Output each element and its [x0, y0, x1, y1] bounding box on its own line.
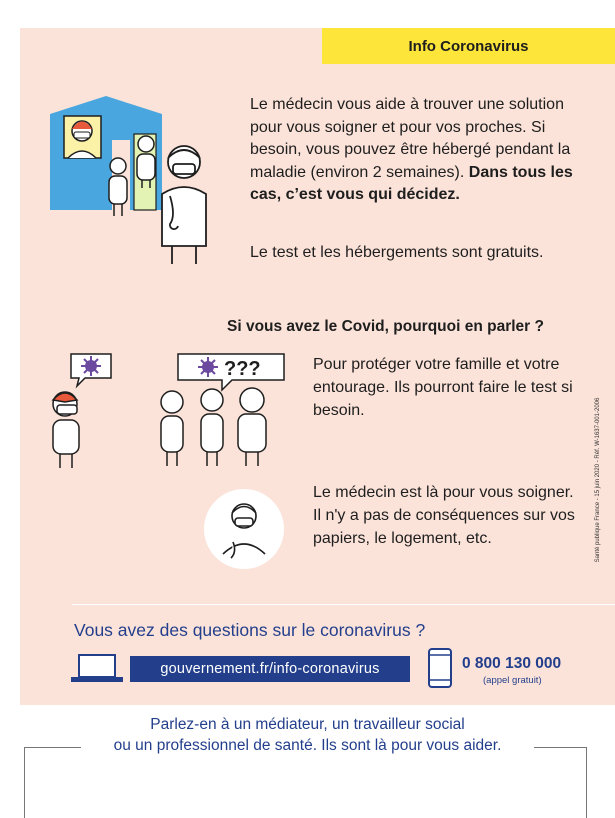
- side-reference-note: Santé publique France - 15 juin 2020 - Réf. W-1637-001-2006: [595, 397, 601, 563]
- questions-heading: Vous avez des questions sur le coronavirus ?: [74, 620, 426, 640]
- smartphone-icon: [428, 648, 452, 688]
- paragraph-doctor-help: [250, 94, 580, 207]
- paragraph-doctor-help-bold: Dans tous les cas, c’est vous qui décidez.: [250, 163, 573, 203]
- covid-heading: Si vous avez le Covid, pourquoi en parler ?: [227, 318, 544, 335]
- info-banner: [322, 28, 615, 64]
- paragraph-protect-family: Pour protéger votre famille et votre entourage. Ils pourront faire le test si besoin.: [313, 356, 573, 419]
- house-icon: [50, 96, 162, 210]
- phone-note: (appel gratuit): [483, 675, 542, 686]
- virus-icon: [198, 357, 218, 377]
- house-family-illustration: [50, 96, 210, 266]
- virus-icon: [81, 356, 101, 376]
- laptop-icon: [70, 654, 124, 684]
- bottom-frame-left: [24, 747, 81, 818]
- masked-person-illustration: [45, 352, 115, 472]
- phone-number[interactable]: 0 800 130 000: [462, 655, 562, 672]
- banner-title: Info Coronavirus: [408, 37, 529, 55]
- footer-line-2: ou un professionnel de santé. Ils sont là pour vous aider.: [113, 737, 502, 754]
- footer-line-1: Parlez-en à un médiateur, un travailleur social: [150, 716, 465, 733]
- paragraph-doctor-care: Le médecin est là pour vous soigner. Il n'y a pas de conséquences sur vos papiers, le logement, etc.: [313, 484, 575, 547]
- info-url-link[interactable]: gouvernement.fr/info-coronavirus: [130, 656, 410, 682]
- doctor-icon: [162, 146, 206, 264]
- doctor-circle-illustration: [203, 488, 285, 570]
- bottom-frame-right: [534, 747, 587, 818]
- paragraph-free-test: Le test et les hébergements sont gratuits.: [250, 244, 544, 261]
- bubble-question-marks: ???: [224, 358, 261, 380]
- paragraph-doctor-help-text: Le médecin vous aide à trouver une solution pour vous soigner et pour vos proches. Si besoin, vous pouvez être hébergé pendant la maladie (environ 2 semaines).: [250, 96, 571, 181]
- section-divider: [72, 604, 615, 605]
- family-group-illustration: [158, 350, 288, 470]
